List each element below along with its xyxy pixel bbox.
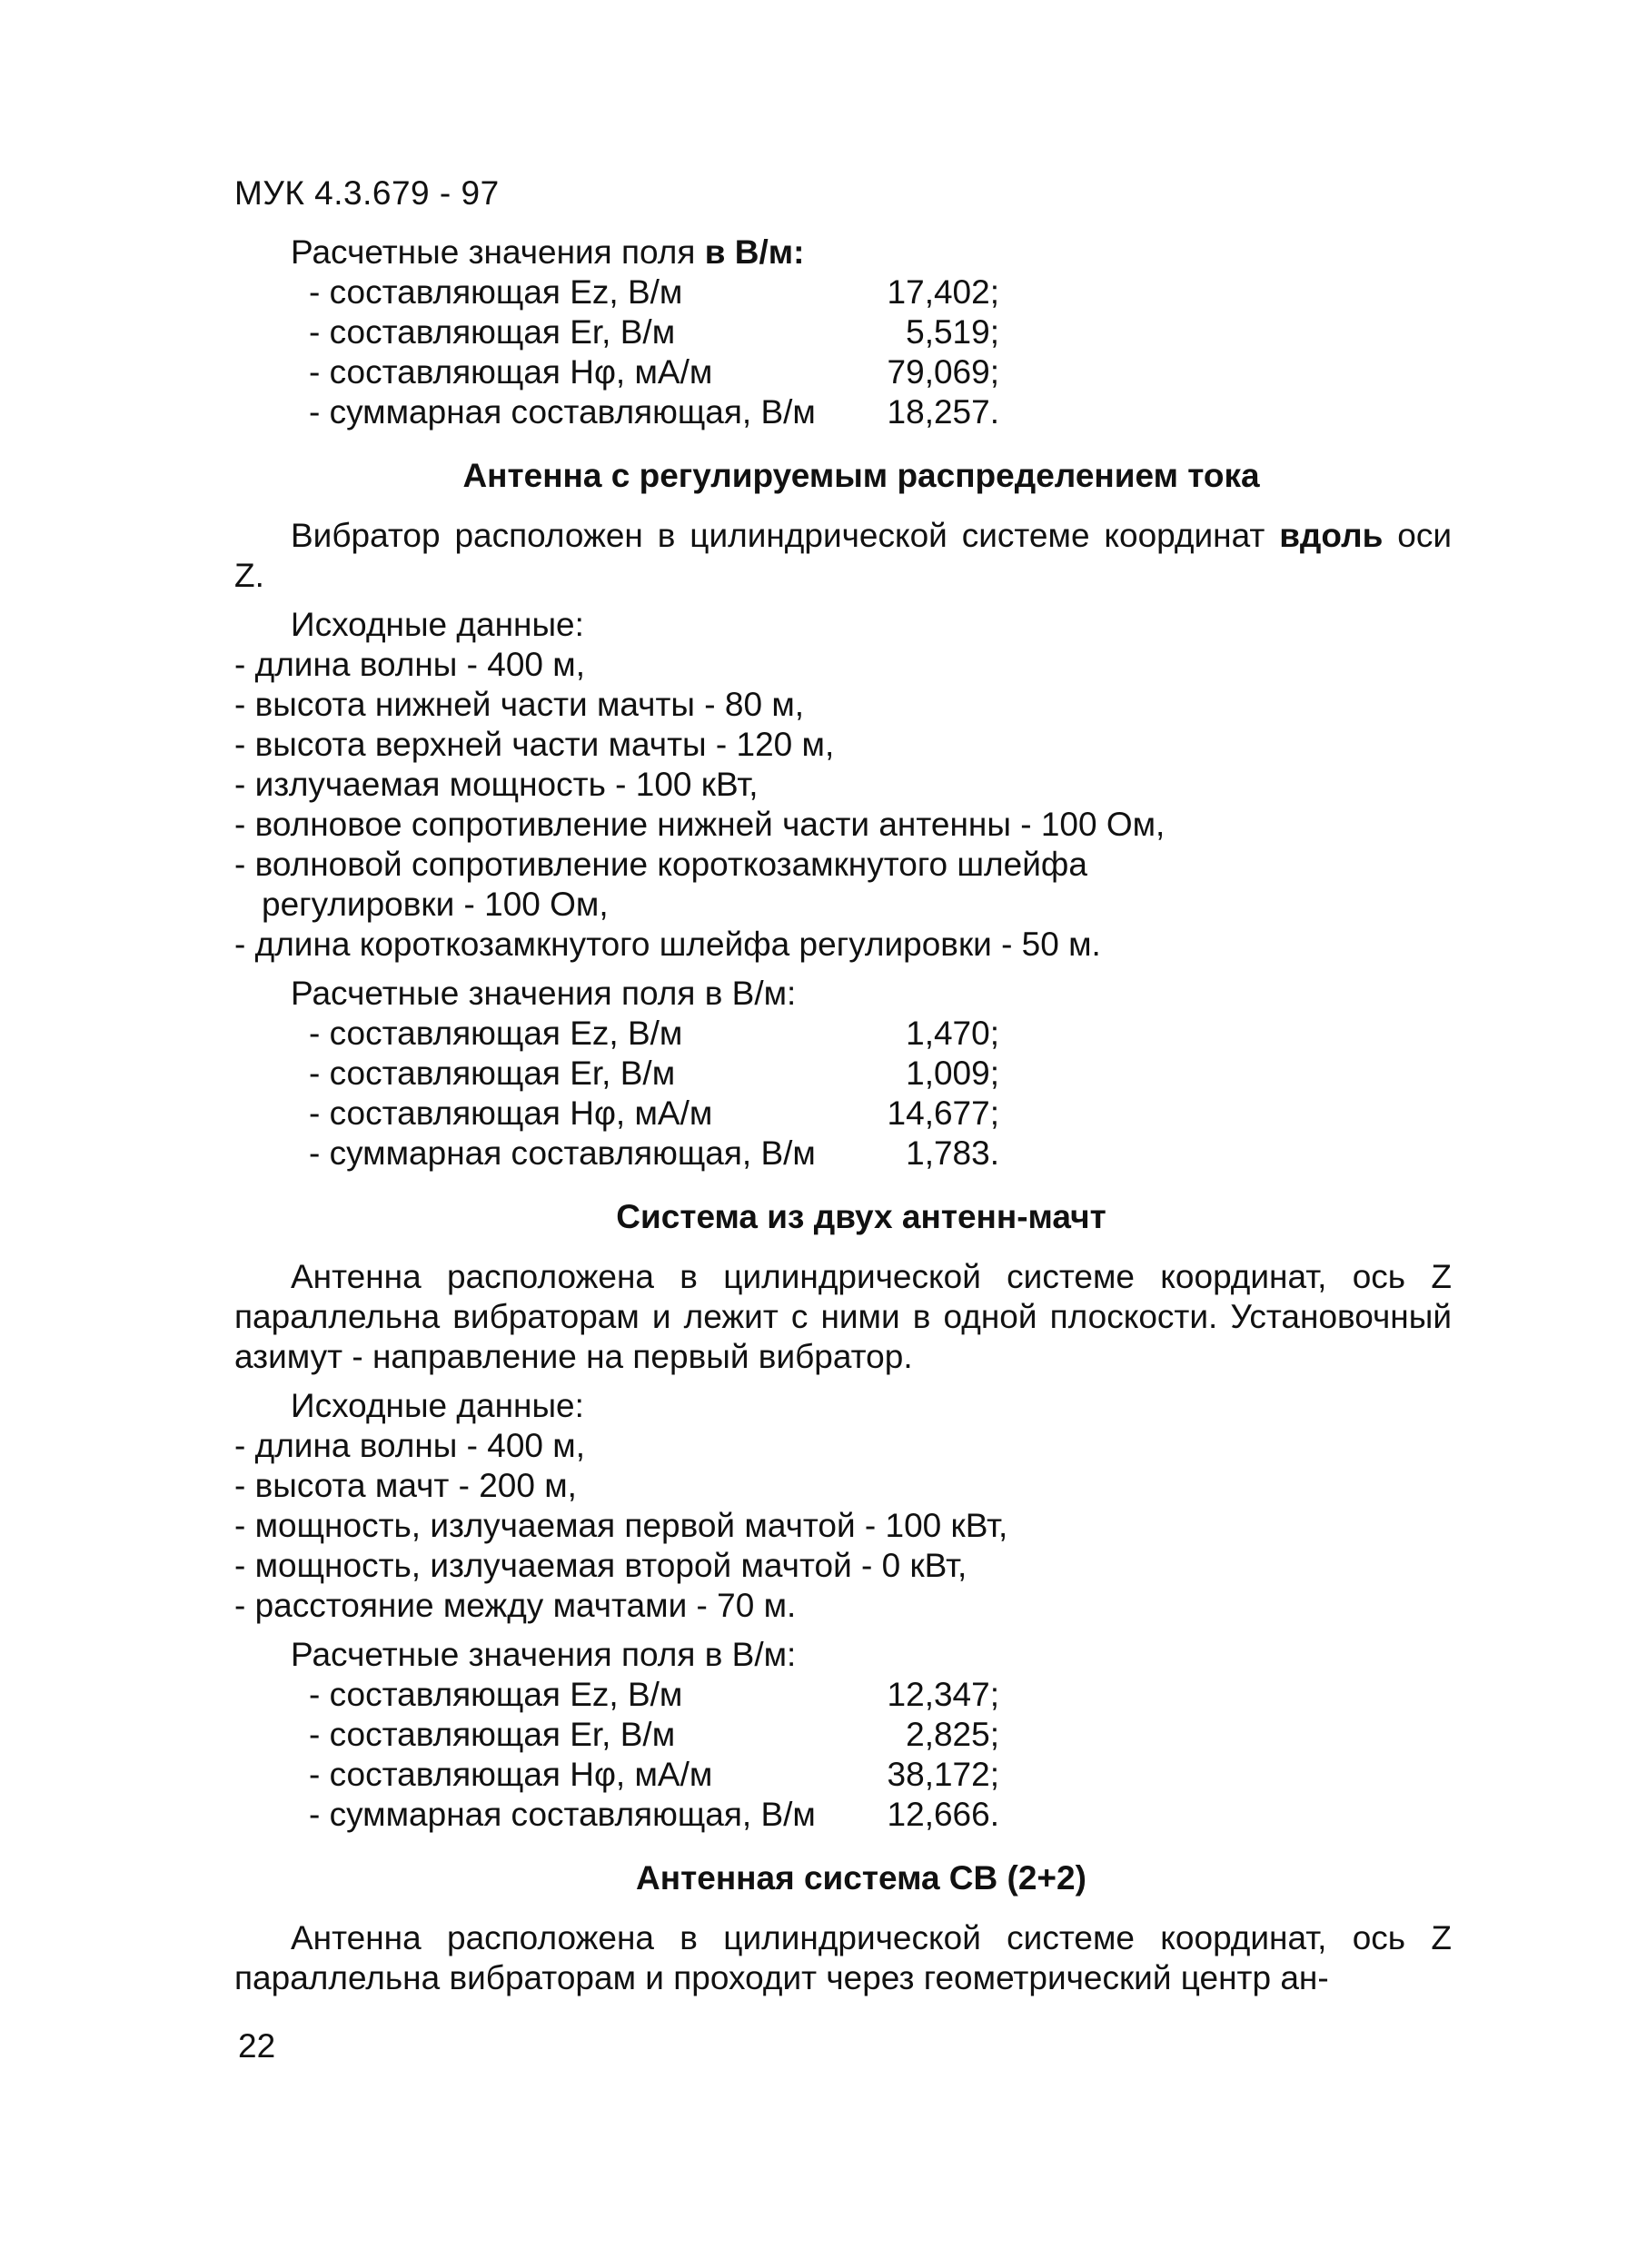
section-heading-sv-system: Антенная система СВ (2+2): [636, 1859, 1086, 1897]
section-heading-two-masts: Система из двух антенн-мачт: [616, 1198, 1106, 1235]
results-table-1: [234, 272, 1452, 432]
section-heading-adjustable-current: Антенна с регулируемым распределением тока: [462, 457, 1260, 494]
list-item: - расстояние между мачтами - 70 м.: [234, 1587, 797, 1624]
results-title-1: Расчетные значения поля в В/м:: [291, 233, 805, 271]
result-row: - составляющая Er, В/м 5,519;: [309, 313, 999, 351]
section2-intro: Вибратор расположен в цилиндрической системе координат вдоль оси Z.: [234, 517, 1452, 594]
result-row: - составляющая Ez, В/м 17,402;: [309, 273, 999, 311]
list-item: - длина короткозамкнутого шлейфа регулировки - 50 м.: [234, 926, 1101, 963]
list-item: - высота верхней части мачты - 120 м,: [234, 726, 835, 763]
list-item: - мощность, излучаемая второй мачтой - 0 кВт,: [234, 1547, 967, 1584]
result-row: - составляющая Er, В/м 2,825;: [309, 1716, 999, 1753]
list-item: - волновое сопротивление нижней части антенны - 100 Ом,: [234, 806, 1166, 843]
result-row: - суммарная составляющая, В/м 12,666.: [309, 1796, 999, 1833]
result-row: - суммарная составляющая, В/м 18,257.: [309, 393, 999, 431]
results-title-3: Расчетные значения поля в В/м:: [291, 1636, 797, 1673]
result-row: - составляющая Hφ, мА/м 38,172;: [309, 1756, 999, 1793]
section3-input-list: [234, 1426, 1452, 1626]
result-row: - составляющая Hφ, мА/м 14,677;: [309, 1094, 999, 1132]
list-item: - длина волны - 400 м,: [234, 646, 585, 683]
result-row: - составляющая Er, В/м 1,009;: [309, 1055, 999, 1092]
list-item: - длина волны - 400 м,: [234, 1427, 585, 1464]
results-table-3: [234, 1675, 1452, 1835]
page-content: [234, 233, 1452, 1998]
page-number: 22: [238, 2027, 276, 2065]
list-item: - высота мачт - 200 м,: [234, 1467, 577, 1504]
list-item: - высота нижней части мачты - 80 м,: [234, 686, 805, 723]
result-row: - составляющая Ez, В/м 12,347;: [309, 1676, 999, 1713]
result-row: - составляющая Hφ, мА/м 79,069;: [309, 353, 999, 391]
section2-input-list: [234, 645, 1452, 965]
section3-intro: Антенна расположена в цилиндрической системе координат, ось Z параллельна вибраторам и лежит с ними в одной плоскости. Установочный азимут - направление на первый вибратор.: [234, 1258, 1452, 1375]
list-item: - волновой сопротивление короткозамкнутого шлейфа: [234, 846, 1087, 883]
list-item: - излучаемая мощность - 100 кВт,: [234, 766, 759, 803]
section2-input-title: Исходные данные:: [291, 606, 584, 643]
section3-input-title: Исходные данные:: [291, 1387, 584, 1424]
list-item-continuation: регулировки - 100 Ом,: [262, 886, 609, 923]
result-row: - составляющая Ez, В/м 1,470;: [309, 1015, 999, 1052]
results-title-2: Расчетные значения поля в В/м:: [291, 975, 797, 1012]
section4-intro: Антенна расположена в цилиндрической системе координат, ось Z параллельна вибраторам и проходит через геометрический центр ан-: [234, 1919, 1452, 1996]
list-item: - мощность, излучаемая первой мачтой - 100 кВт,: [234, 1507, 1008, 1544]
document-header: МУК 4.3.679 - 97: [234, 174, 500, 212]
result-row: - суммарная составляющая, В/м 1,783.: [309, 1134, 999, 1172]
results-table-2: [234, 1014, 1452, 1174]
